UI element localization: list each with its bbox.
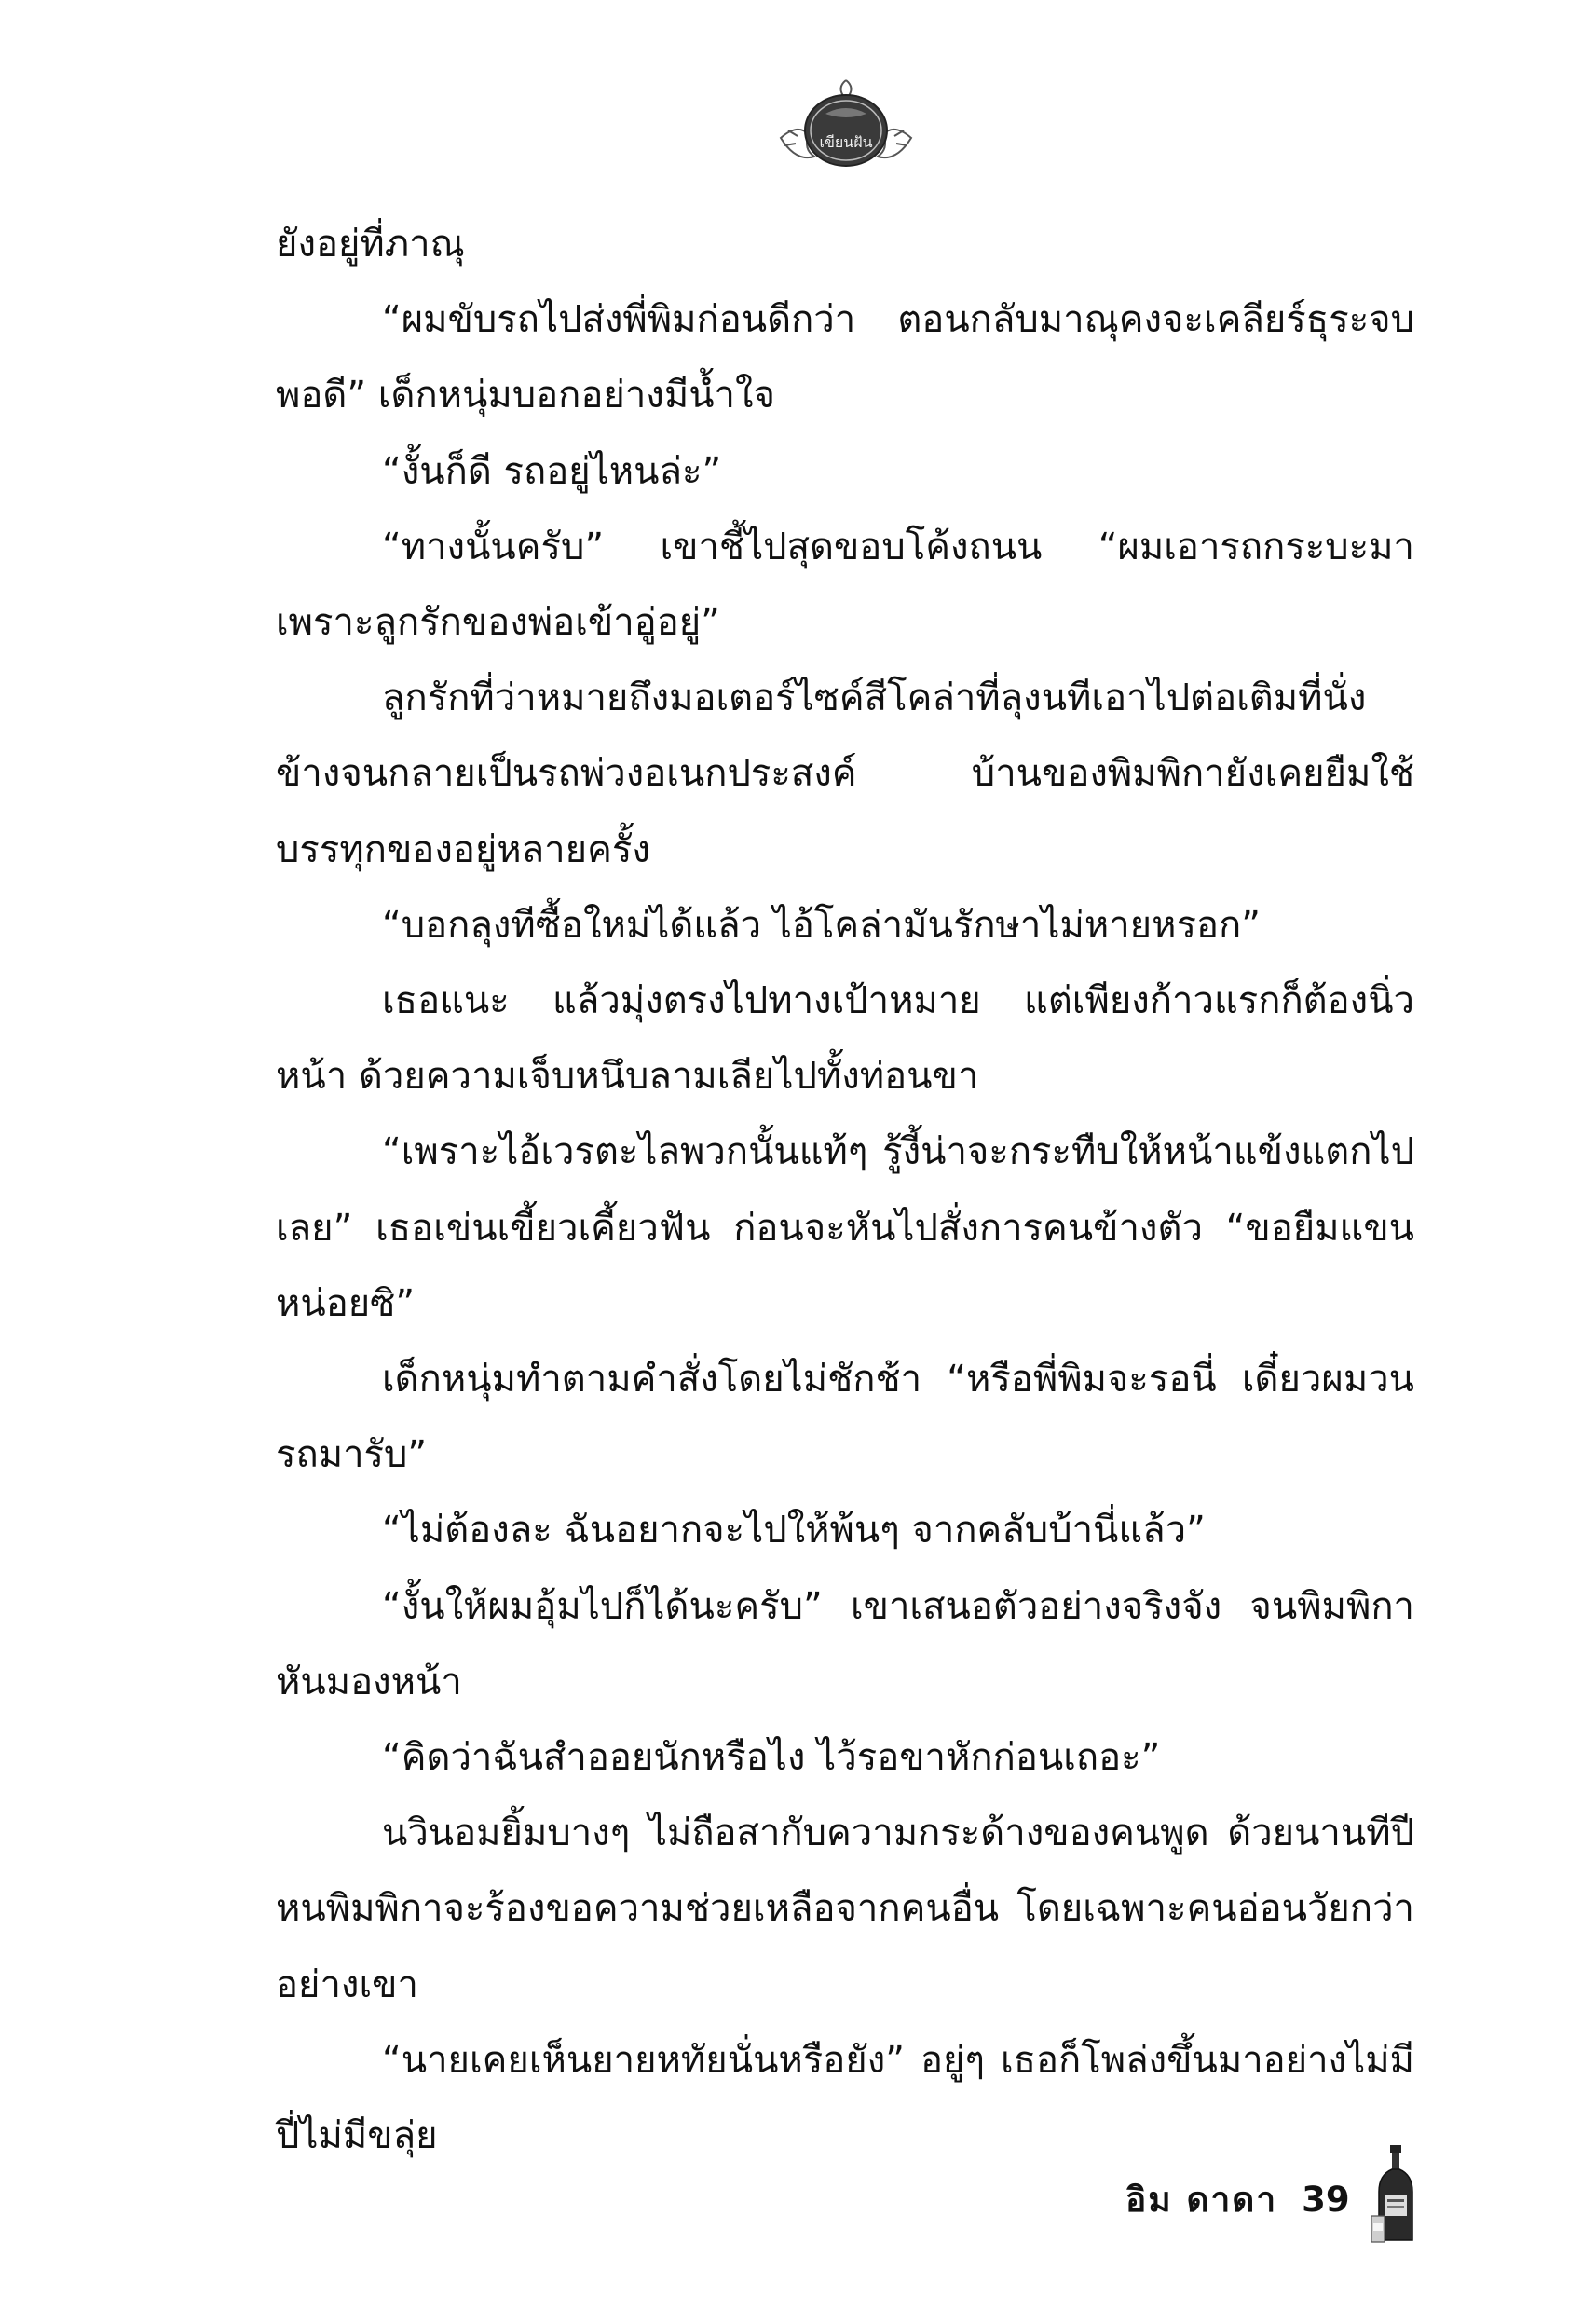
paragraph: “ทางนั้นครับ” เขาชี้ไปสุดขอบโค้งถนน “ผมเอารถกระบะมา เพราะลูกรักของพ่อเข้าอู่อยู่” [276,525,1414,645]
paragraph: “งั้นก็ดี รถอยู่ไหนล่ะ” [382,449,722,493]
paragraph: “ผมขับรถไปส่งพี่พิมก่อนดีกว่า ตอนกลับมาณุคงจะเคลียร์ธุระจบพอดี” เด็กหนุ่มบอกอย่างมีน้ำใจ [276,298,1414,417]
paragraph: “งั้นให้ผมอุ้มไปก็ได้นะครับ” เขาเสนอตัวอย่างจริงจัง จนพิมพิกาหันมองหน้า [276,1584,1414,1703]
author-name: อิม ดาดา [1125,2179,1278,2220]
body-text [276,207,1414,2174]
logo-text: เขียนฝัน [819,133,873,151]
paragraph: “เพราะไอ้เวรตะไลพวกนั้นแท้ๆ รู้งี้น่าจะกระทืบให้หน้าแข้งแตกไปเลย” เธอเข่นเขี้ยวเคี้ยวฟัน ก่อนจะหันไปสั่งการคนข้างตัว “ขอยืมแขนหน่อยซิ” [276,1130,1414,1325]
paragraph: ยังอยู่ที่ภาณุ [276,223,465,266]
paragraph: “นายเคยเห็นยายหทัยนั่นหรือยัง” อยู่ๆ เธอก็โพล่งขึ้นมาอย่างไม่มีปี่ไม่มีขลุ่ย [276,2038,1414,2158]
crest-emblem-icon [771,73,921,177]
paragraph: เด็กหนุ่มทำตามคำสั่งโดยไม่ชักช้า “หรือพี่พิมจะรอนี่ เดี๋ยวผมวนรถมารับ” [276,1358,1414,1477]
paragraph: “ไม่ต้องละ ฉันอยากจะไปให้พ้นๆ จากคลับบ้านี่แล้ว” [382,1509,1206,1552]
paragraph: นวินอมยิ้มบางๆ ไม่ถือสากับความกระด้างของคนพูด ด้วยนานทีปีหนพิมพิกาจะร้องขอความช่วยเหลือจากคนอื่น โดยเฉพาะคนอ่อนวัยกว่าอย่างเขา [276,1812,1414,2006]
page-footer [1125,2162,1350,2236]
paragraph: “คิดว่าฉันสำออยนักหรือไง ไว้รอขาหักก่อนเถอะ” [382,1736,1161,1780]
paragraph: “บอกลุงทีซื้อใหม่ได้แล้ว ไอ้โคล่ามันรักษาไม่หายหรอก” [382,903,1261,947]
paragraph: ลูกรักที่ว่าหมายถึงมอเตอร์ไซค์สีโคล่าที่ลุงนทีเอาไปต่อเติมที่นั่งข้างจนกลายเป็นรถพ่วงอเนกประสงค์ บ้านของพิมพิกายังเคยยืมใช้บรรทุกของอยู่หลายครั้ง [276,677,1414,871]
whiskey-bottle-icon [1371,2143,1424,2246]
page-number: 39 [1302,2179,1350,2220]
paragraph: เธอแนะ แล้วมุ่งตรงไปทางเป้าหมาย แต่เพียงก้าวแรกก็ต้องนิ่วหน้า ด้วยความเจ็บหนึบลามเลียไปทั้งท่อนขา [276,979,1414,1099]
